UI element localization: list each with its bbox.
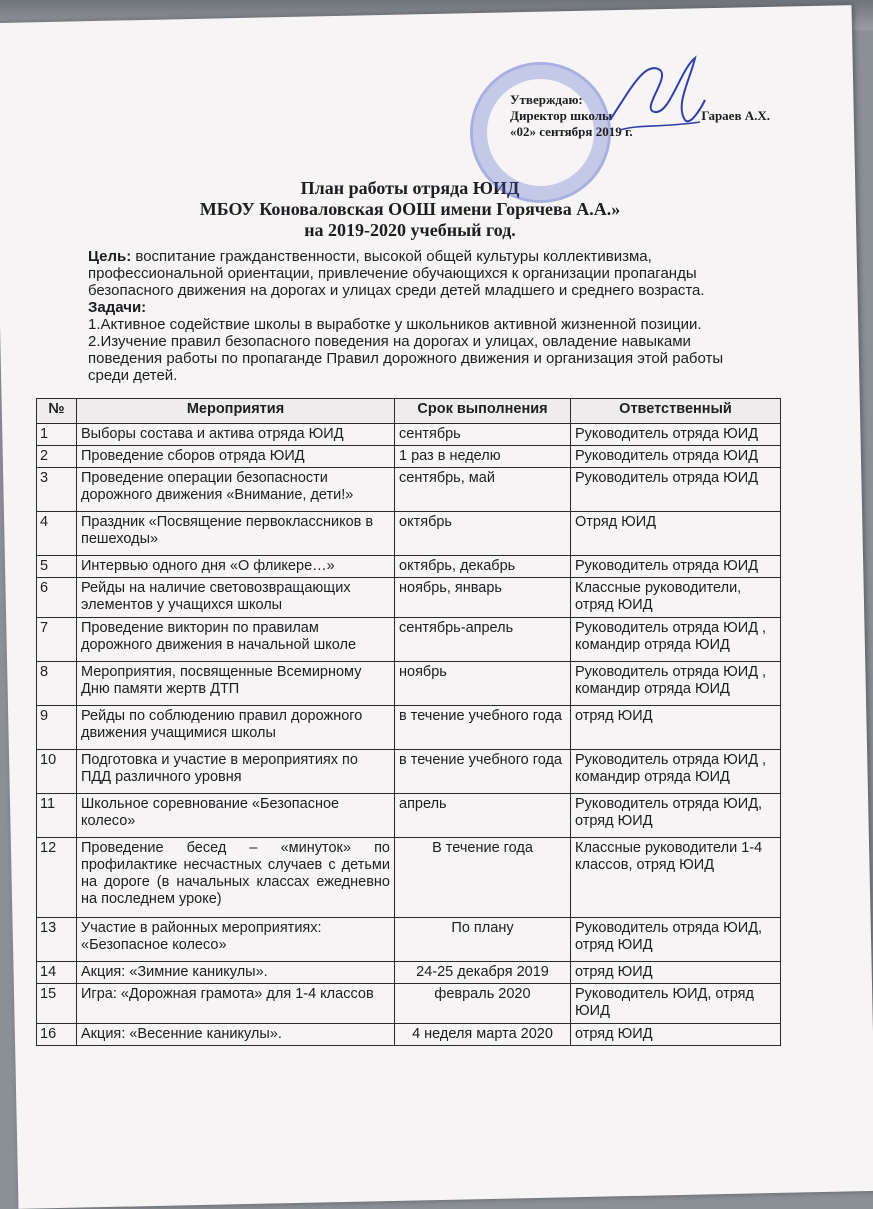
row-number: 11: [37, 794, 77, 838]
row-event: Проведение викторин по правилам дорожного движения в начальной школе: [77, 618, 395, 662]
task-item-2: 2.Изучение правил безопасного поведения на дорогах и улицах, овладение навыками поведения работы по пропаганде Правил дорожного движения и организация этой работы среди детей.: [88, 333, 724, 384]
row-responsible: Руководитель отряда ЮИД, отряд ЮИД: [571, 794, 781, 838]
table-row: [37, 512, 781, 556]
approval-caption: Утверждаю:: [510, 92, 583, 107]
row-number: 15: [37, 984, 77, 1024]
row-event: Праздник «Посвящение первоклассников в пешеходы»: [77, 512, 395, 556]
table-row: [37, 578, 781, 618]
row-term: 24-25 декабря 2019: [395, 962, 571, 984]
row-number: 12: [37, 838, 77, 918]
row-event: Мероприятия, посвященные Всемирному Дню памяти жертв ДТП: [77, 662, 395, 706]
goal-paragraph: [88, 248, 768, 299]
approval-director-name: Гараев А.Х.: [701, 108, 770, 123]
row-responsible: Руководитель ЮИД, отряд ЮИД: [571, 984, 781, 1024]
row-responsible: Классные руководители, отряд ЮИД: [571, 578, 781, 618]
row-event: Проведение бесед – «минуток» по профилактике несчастных случаев с детьми на дороге (в начальных классах ежедневно на последнем уроке): [77, 838, 395, 918]
row-term: По плану: [395, 918, 571, 962]
header-event: Мероприятия: [77, 399, 395, 424]
row-number: 6: [37, 578, 77, 618]
table-row: [37, 446, 781, 468]
title-line-2: МБОУ Коноваловская ООШ имени Горячева А.А.»: [199, 199, 621, 219]
row-event: Рейды по соблюдению правил дорожного движения учащимися школы: [77, 706, 395, 750]
row-term: 4 неделя марта 2020: [395, 1024, 571, 1046]
row-term: октябрь, декабрь: [395, 556, 571, 578]
row-responsible: Руководитель отряда ЮИД: [571, 424, 781, 446]
table-row: [37, 424, 781, 446]
row-number: 10: [37, 750, 77, 794]
table-row: [37, 794, 781, 838]
row-event: Акция: «Зимние каникулы».: [77, 962, 395, 984]
row-responsible: Руководитель отряда ЮИД, отряд ЮИД: [571, 918, 781, 962]
row-number: 3: [37, 468, 77, 512]
row-event: Подготовка и участие в мероприятиях по ПДД различного уровня: [77, 750, 395, 794]
row-event: Участие в районных мероприятиях: «Безопасное колесо»: [77, 918, 395, 962]
table-row: [37, 1024, 781, 1046]
row-term: 1 раз в неделю: [395, 446, 571, 468]
row-term: сентябрь, май: [395, 468, 571, 512]
table-row: [37, 662, 781, 706]
row-number: 13: [37, 918, 77, 962]
table-row: [37, 618, 781, 662]
row-term: сентябрь: [395, 424, 571, 446]
plan-table: [36, 398, 781, 1046]
row-responsible: отряд ЮИД: [571, 1024, 781, 1046]
header-number: №: [37, 399, 77, 424]
table-row: [37, 706, 781, 750]
row-responsible: Руководитель отряда ЮИД , командир отряда ЮИД: [571, 662, 781, 706]
row-number: 4: [37, 512, 77, 556]
row-responsible: отряд ЮИД: [571, 706, 781, 750]
row-responsible: отряд ЮИД: [571, 962, 781, 984]
row-term: В течение года: [395, 838, 571, 918]
table-row: [37, 962, 781, 984]
task-item-1: 1.Активное содействие школы в выработке у школьников активной жизненной позиции.: [88, 316, 702, 333]
row-number: 16: [37, 1024, 77, 1046]
intro-section: [88, 248, 768, 384]
row-term: октябрь: [395, 512, 571, 556]
row-number: 2: [37, 446, 77, 468]
approval-date: «02» сентября 2019 г.: [510, 124, 633, 139]
table-row: [37, 918, 781, 962]
row-number: 14: [37, 962, 77, 984]
row-number: 8: [37, 662, 77, 706]
row-responsible: Руководитель отряда ЮИД: [571, 556, 781, 578]
row-term: апрель: [395, 794, 571, 838]
table-row: [37, 838, 781, 918]
row-term: ноябрь: [395, 662, 571, 706]
header-term: Срок выполнения: [395, 399, 571, 424]
row-event: Проведение операции безопасности дорожного движения «Внимание, дети!»: [77, 468, 395, 512]
header-responsible: Ответственный: [571, 399, 781, 424]
row-event: Школьное соревнование «Безопасное колесо»: [77, 794, 395, 838]
table-row: [37, 556, 781, 578]
table-row: [37, 468, 781, 512]
row-number: 5: [37, 556, 77, 578]
row-event: Акция: «Весенние каникулы».: [77, 1024, 395, 1046]
row-number: 1: [37, 424, 77, 446]
tasks-label: Задачи:: [88, 299, 147, 316]
row-event: Рейды на наличие световозвращающих элементов у учащихся школы: [77, 578, 395, 618]
row-responsible: Классные руководители 1-4 классов, отряд ЮИД: [571, 838, 781, 918]
row-event: Интервью одного дня «О фликере…»: [77, 556, 395, 578]
director-signature: [600, 50, 710, 140]
table-row: [37, 750, 781, 794]
row-responsible: Отряд ЮИД: [571, 512, 781, 556]
table-header-row: [37, 399, 781, 424]
row-term: в течение учебного года: [395, 750, 571, 794]
row-event: Проведение сборов отряда ЮИД: [77, 446, 395, 468]
row-responsible: Руководитель отряда ЮИД: [571, 446, 781, 468]
table-row: [37, 984, 781, 1024]
row-term: в течение учебного года: [395, 706, 571, 750]
row-term: февраль 2020: [395, 984, 571, 1024]
row-responsible: Руководитель отряда ЮИД , командир отряда ЮИД: [571, 750, 781, 794]
goal-text: воспитание гражданственности, высокой общей культуры коллективизма, профессиональной ориентации, привлечение обучающихся к организации пропаганды безопасного движения на дорогах и улицах среди детей младшего и среднего возраста.: [88, 248, 705, 299]
table-body: [37, 424, 781, 1046]
row-responsible: Руководитель отряда ЮИД , командир отряда ЮИД: [571, 618, 781, 662]
title-line-3: на 2019-2020 учебный год.: [304, 220, 516, 240]
row-number: 9: [37, 706, 77, 750]
row-event: Выборы состава и актива отряда ЮИД: [77, 424, 395, 446]
row-responsible: Руководитель отряда ЮИД: [571, 468, 781, 512]
row-number: 7: [37, 618, 77, 662]
row-event: Игра: «Дорожная грамота» для 1-4 классов: [77, 984, 395, 1024]
show-through-text: [170, 116, 174, 133]
row-term: ноябрь, январь: [395, 578, 571, 618]
goal-label: Цель:: [88, 248, 132, 265]
row-term: сентябрь-апрель: [395, 618, 571, 662]
title-line-1: План работы отряда ЮИД: [300, 178, 520, 198]
approval-position: Директор школы: [510, 108, 613, 123]
